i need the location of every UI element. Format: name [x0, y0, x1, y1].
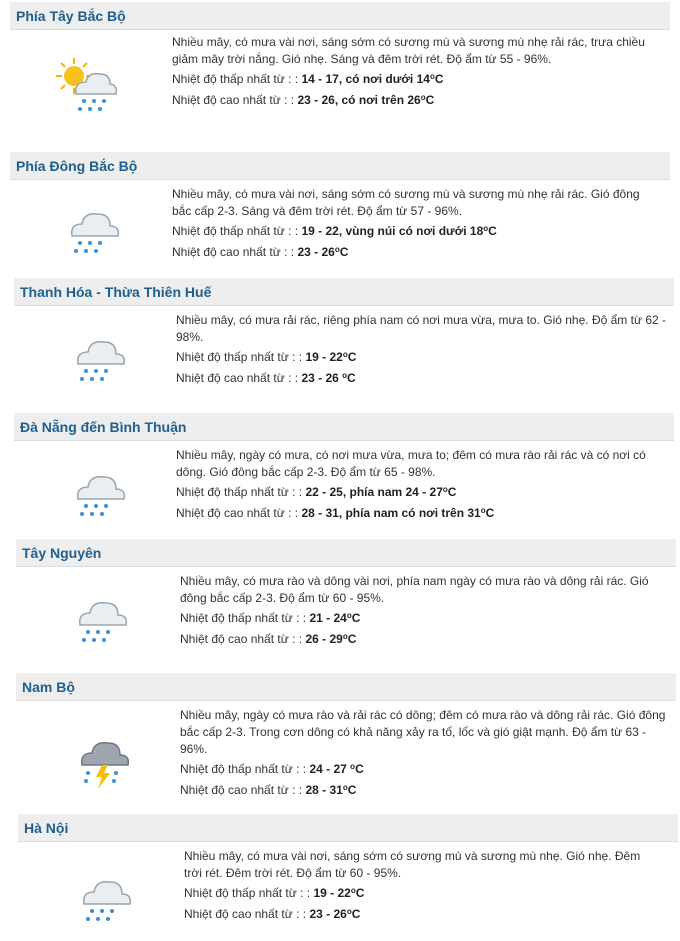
region-thanh-hoa-thua-thien-hue — [14, 278, 674, 385]
region-details — [176, 312, 668, 391]
low-temperature — [172, 71, 652, 88]
sun-cloud-rain-icon — [52, 54, 132, 114]
region-header — [18, 814, 678, 842]
high-temperature: Nhiệt độ cao nhất từ : : 23 - 26$^o$C — [172, 245, 349, 259]
cloud-rain-icon — [68, 328, 148, 388]
region-title: Phía Tây Bắc Bộ — [16, 7, 126, 24]
cloud-rain-icon — [62, 200, 142, 260]
region-ha-noi — [18, 814, 678, 921]
region-title: Nam Bộ — [22, 678, 75, 695]
region-header — [16, 673, 676, 701]
region-title: Hà Nội — [24, 819, 69, 836]
region-tay-nguyen — [16, 539, 676, 646]
low-temperature: Nhiệt độ thấp nhất từ : : 19 - 22, vùng núi có nơi dưới 18$^o$C — [172, 224, 497, 238]
weather-description: Nhiều mây, có mưa rào và dông vài nơi, phía nam ngày có mưa rào và dông rải rác. Gió đông bắc cấp 2-3. Độ ẩm từ 60 - 95%. — [180, 574, 649, 605]
high-temperature — [172, 92, 652, 109]
low-temp-label: Nhiệt độ thấp nhất từ : : — [172, 72, 299, 86]
region-title: Tây Nguyên — [22, 544, 102, 561]
thunderstorm-icon — [72, 731, 152, 791]
weather-description: Nhiều mây, có mưa rải rác, riêng phía nam có nơi mưa vừa, mưa to. Gió nhẹ. Độ ẩm từ 62 - 98%. — [176, 313, 667, 344]
region-title: Thanh Hóa - Thừa Thiên Huế — [20, 283, 212, 300]
high-temp-label: Nhiệt độ cao nhất từ : : — [172, 93, 295, 107]
low-temperature: Nhiệt độ thấp nhất từ : : 22 - 25, phía nam 24 - 27$^o$C — [176, 485, 457, 499]
region-nam-bo — [16, 673, 676, 797]
high-temperature: Nhiệt độ cao nhất từ : : 23 - 26$^o$C — [184, 907, 361, 921]
cloud-rain-icon — [68, 463, 148, 523]
region-header — [14, 278, 674, 306]
region-details — [180, 707, 674, 803]
region-details — [180, 573, 670, 652]
region-title: Đà Nẵng đến Bình Thuận — [20, 418, 187, 435]
region-da-nang-den-binh-thuan — [14, 413, 674, 520]
high-temp-value: 23 - 26, có nơi trên 26$^o$C — [297, 93, 435, 107]
low-temperature: Nhiệt độ thấp nhất từ : : 24 - 27 $^o$C — [180, 762, 364, 776]
low-temperature: Nhiệt độ thấp nhất từ : : 19 - 22$^o$C — [184, 886, 365, 900]
weather-description: Nhiều mây, ngày có mưa, có nơi mưa vừa, mưa to; đêm có mưa rào rải rác và có nơi có dông. Gió đông bắc cấp 2-3. Độ ẩm từ 65 - 98%. — [176, 448, 646, 479]
high-temperature: Nhiệt độ cao nhất từ : : 28 - 31$^o$C — [180, 783, 357, 797]
region-details — [172, 34, 652, 113]
low-temp-value: 14 - 17, có nơi dưới 14$^o$C — [301, 72, 444, 86]
region-details — [184, 848, 654, 927]
region-header — [16, 539, 676, 567]
region-title: Phía Đông Bắc Bộ — [16, 157, 138, 174]
region-header — [10, 152, 670, 180]
high-temperature: Nhiệt độ cao nhất từ : : 23 - 26 $^o$C — [176, 371, 356, 385]
region-header — [14, 413, 674, 441]
high-temperature: Nhiệt độ cao nhất từ : : 26 - 29$^o$C — [180, 632, 357, 646]
cloud-rain-icon — [70, 589, 150, 649]
high-temperature: Nhiệt độ cao nhất từ : : 28 - 31, phía nam có nơi trên 31$^o$C — [176, 506, 495, 520]
region-phia-tay-bac-bo — [10, 2, 670, 107]
region-details — [172, 186, 662, 265]
region-phia-dong-bac-bo — [10, 152, 670, 259]
low-temperature: Nhiệt độ thấp nhất từ : : 19 - 22$^o$C — [176, 350, 357, 364]
weather-description: Nhiều mây, ngày có mưa rào và rải rác có dông; đêm có mưa rào và dông rải rác. Gió đông bắc cấp 2-3. Trong cơn dông có khả năng xảy ra tố, lốc và gió giật mạnh. Độ ẩm từ 63 - 96%. — [180, 708, 666, 756]
low-temperature: Nhiệt độ thấp nhất từ : : 21 - 24$^o$C — [180, 611, 361, 625]
weather-description: Nhiều mây, có mưa vài nơi, sáng sớm có sương mù và sương mù nhẹ. Gió nhẹ. Đêm trời rét. Đêm trời rét. Độ ẩm từ 60 - 95%. — [184, 849, 641, 880]
region-details — [176, 447, 670, 526]
region-header — [10, 2, 670, 30]
weather-description: Nhiều mây, có mưa vài nơi, sáng sớm có sương mù và sương mù nhẹ rải rác, trưa chiều giảm mây trời nắng. Gió nhẹ. Sáng và đêm trời rét. Độ ẩm từ 55 - 96%. — [172, 35, 645, 66]
weather-description: Nhiều mây, có mưa vài nơi, sáng sớm có sương mù và sương mù nhẹ rải rác. Gió đông bắc cấp 2-3. Sáng và đêm trời rét. Độ ẩm từ 57 - 96%. — [172, 187, 640, 218]
cloud-rain-icon — [74, 868, 154, 928]
